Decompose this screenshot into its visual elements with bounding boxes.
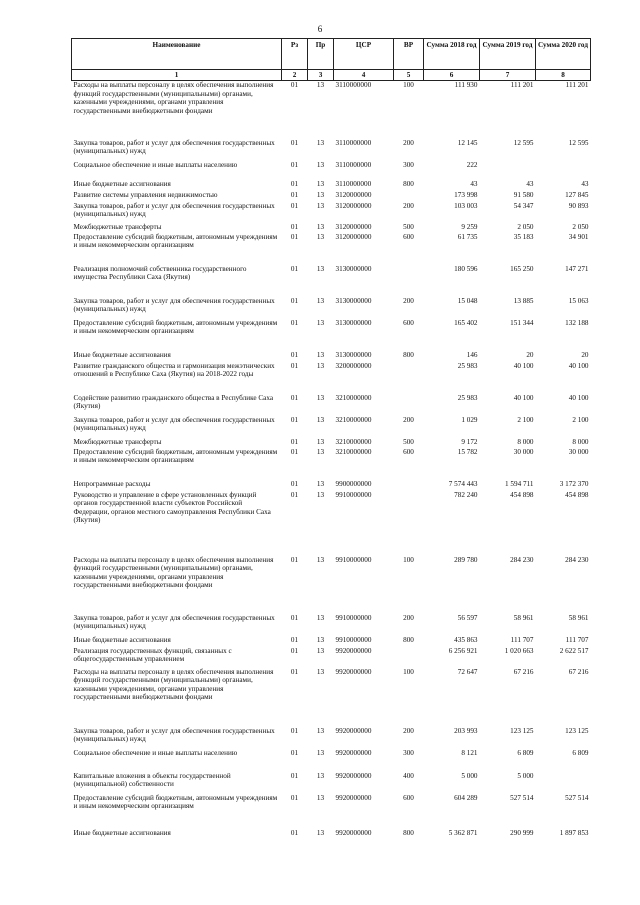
row-rz: 01 bbox=[290, 222, 299, 231]
row-sum-2020: 132 188 bbox=[565, 318, 589, 327]
row-sum-2020: 2 050 bbox=[572, 222, 589, 231]
row-sum-2018: 61 735 bbox=[457, 232, 478, 241]
row-sum-2020 bbox=[536, 772, 591, 794]
table-row bbox=[72, 438, 591, 448]
row-pr: 13 bbox=[316, 828, 325, 837]
row-sum-2019: 111 201 bbox=[510, 81, 534, 90]
table-row bbox=[72, 636, 591, 647]
row-pr: 13 bbox=[316, 793, 325, 802]
row-pr: 13 bbox=[316, 613, 325, 622]
row-rz: 01 bbox=[290, 393, 299, 402]
row-name: Реализация государственных функций, связанных с общегосударственным управлением bbox=[73, 646, 232, 664]
row-rz: 01 bbox=[290, 179, 299, 188]
row-sum-2018: 15 048 bbox=[457, 296, 478, 305]
row-sum-2019: 6 809 bbox=[517, 748, 534, 757]
row-sum-2019: 8 000 bbox=[517, 437, 534, 446]
header-number-row bbox=[72, 70, 591, 81]
row-pr: 13 bbox=[316, 447, 325, 456]
row-sum-2020: 527 514 bbox=[565, 793, 589, 802]
row-vr bbox=[394, 362, 424, 394]
row-name: Непрограммные расходы bbox=[73, 479, 151, 488]
row-name: Руководство и управление в сфере установленных функций органов государственной власти субъектов Российской Федерации, органов местного самоуправления Республики Саха (Якутия) bbox=[73, 490, 271, 525]
row-vr: 200 bbox=[403, 726, 414, 735]
table-row bbox=[72, 180, 591, 191]
row-csr: 3130000000 bbox=[335, 350, 372, 359]
row-sum-2020: 123 125 bbox=[565, 726, 589, 735]
row-csr: 9920000000 bbox=[335, 726, 372, 735]
row-csr: 9920000000 bbox=[335, 771, 372, 780]
row-pr: 13 bbox=[316, 81, 325, 90]
row-pr: 13 bbox=[316, 437, 325, 446]
page-number: 6 bbox=[317, 24, 323, 34]
row-pr: 13 bbox=[316, 222, 325, 231]
row-sum-2018: 165 402 bbox=[454, 318, 478, 327]
row-vr bbox=[394, 191, 424, 202]
row-vr: 800 bbox=[403, 179, 414, 188]
row-sum-2018: 25 983 bbox=[457, 361, 478, 370]
row-rz: 01 bbox=[290, 828, 299, 837]
col-header-pr: Пр bbox=[308, 39, 334, 70]
row-sum-2020: 2 100 bbox=[572, 415, 589, 424]
row-sum-2020: 1 897 853 bbox=[559, 828, 589, 837]
row-name: Закупка товаров, работ и услуг для обеспечения государственных (муниципальных) нужд bbox=[73, 201, 275, 219]
row-csr: 3110000000 bbox=[335, 160, 372, 169]
col-header-sum-2018: Сумма 2018 год bbox=[424, 39, 480, 70]
table-row bbox=[72, 394, 591, 416]
row-sum-2019: 43 bbox=[526, 179, 534, 188]
table-row bbox=[72, 362, 591, 394]
row-sum-2019: 123 125 bbox=[510, 726, 534, 735]
col-number: 6 bbox=[424, 70, 480, 81]
row-csr: 3210000000 bbox=[335, 393, 372, 402]
row-csr: 9920000000 bbox=[335, 828, 372, 837]
row-vr: 100 bbox=[403, 555, 414, 564]
row-name: Социальное обеспечение и иные выплаты населению bbox=[73, 748, 238, 757]
row-vr: 200 bbox=[403, 201, 414, 210]
row-rz: 01 bbox=[290, 437, 299, 446]
row-sum-2020: 15 063 bbox=[568, 296, 589, 305]
row-vr: 200 bbox=[403, 415, 414, 424]
row-name: Закупка товаров, работ и услуг для обеспечения государственных (муниципальных) нужд bbox=[73, 613, 275, 631]
row-rz: 01 bbox=[290, 635, 299, 644]
table-row bbox=[72, 794, 591, 829]
row-pr: 13 bbox=[316, 393, 325, 402]
row-pr: 13 bbox=[316, 190, 325, 199]
row-rz: 01 bbox=[290, 490, 299, 499]
row-csr: 9920000000 bbox=[335, 793, 372, 802]
row-vr: 200 bbox=[403, 296, 414, 305]
row-pr: 13 bbox=[316, 771, 325, 780]
row-csr: 3120000000 bbox=[335, 190, 372, 199]
row-sum-2020: 147 271 bbox=[565, 264, 589, 273]
table-row bbox=[72, 139, 591, 161]
row-name: Предоставление субсидий бюджетным, автономным учреждениям и иным некоммерческим организациям bbox=[73, 318, 278, 336]
row-pr: 13 bbox=[316, 179, 325, 188]
row-pr: 13 bbox=[316, 201, 325, 210]
row-pr: 13 bbox=[316, 748, 325, 757]
row-name: Иные бюджетные ассигнования bbox=[73, 828, 171, 837]
row-csr: 9920000000 bbox=[335, 646, 372, 655]
row-rz: 01 bbox=[290, 232, 299, 241]
row-sum-2019 bbox=[480, 161, 536, 180]
row-csr: 3120000000 bbox=[335, 222, 372, 231]
row-sum-2020: 127 845 bbox=[565, 190, 589, 199]
row-vr: 100 bbox=[403, 81, 414, 90]
col-number: 2 bbox=[282, 70, 308, 81]
row-sum-2018: 203 993 bbox=[454, 726, 478, 735]
row-vr bbox=[394, 480, 424, 491]
row-sum-2020: 90 893 bbox=[568, 201, 589, 210]
row-sum-2019: 20 bbox=[526, 350, 534, 359]
row-name: Развитие гражданского общества и гармонизация межэтнических отношений в Республике Саха (Якутия) на 2018-2022 годы bbox=[73, 361, 275, 379]
col-number: 8 bbox=[536, 70, 591, 81]
table-row bbox=[72, 161, 591, 180]
row-sum-2019: 67 216 bbox=[513, 667, 534, 676]
row-rz: 01 bbox=[290, 479, 299, 488]
row-rz: 01 bbox=[290, 264, 299, 273]
row-sum-2019: 454 898 bbox=[510, 490, 534, 499]
row-sum-2018: 56 597 bbox=[457, 613, 478, 622]
row-vr bbox=[394, 491, 424, 556]
row-sum-2018: 5 000 bbox=[461, 771, 478, 780]
row-vr: 800 bbox=[403, 635, 414, 644]
row-csr: 3210000000 bbox=[335, 415, 372, 424]
row-vr bbox=[394, 647, 424, 668]
row-sum-2018: 72 647 bbox=[457, 667, 478, 676]
table-row bbox=[72, 556, 591, 614]
col-header-name: Наименование bbox=[72, 39, 282, 70]
row-pr: 13 bbox=[316, 160, 325, 169]
row-sum-2018: 146 bbox=[466, 350, 478, 359]
budget-table bbox=[71, 38, 591, 841]
table-row bbox=[72, 81, 591, 139]
row-pr: 13 bbox=[316, 232, 325, 241]
row-name: Предоставление субсидий бюджетным, автономным учреждениям и иным некоммерческим организациям bbox=[73, 793, 278, 811]
row-rz: 01 bbox=[290, 667, 299, 676]
row-sum-2020: 34 901 bbox=[568, 232, 589, 241]
row-rz: 01 bbox=[290, 318, 299, 327]
row-csr: 3130000000 bbox=[335, 296, 372, 305]
row-pr: 13 bbox=[316, 726, 325, 735]
row-rz: 01 bbox=[290, 771, 299, 780]
table-row bbox=[72, 223, 591, 233]
row-sum-2018: 1 029 bbox=[461, 415, 478, 424]
row-csr: 3110000000 bbox=[335, 81, 372, 90]
col-number: 7 bbox=[480, 70, 536, 81]
row-vr: 400 bbox=[403, 771, 414, 780]
row-pr: 13 bbox=[316, 646, 325, 655]
row-sum-2018: 9 259 bbox=[461, 222, 478, 231]
table-row bbox=[72, 319, 591, 351]
row-vr: 600 bbox=[403, 232, 414, 241]
row-sum-2018: 604 289 bbox=[454, 793, 478, 802]
col-number: 5 bbox=[394, 70, 424, 81]
row-vr: 500 bbox=[403, 437, 414, 446]
row-sum-2019: 284 230 bbox=[510, 555, 534, 564]
table-row bbox=[72, 297, 591, 319]
row-sum-2020: 111 201 bbox=[565, 81, 589, 90]
row-csr: 9910000000 bbox=[335, 555, 372, 564]
row-vr: 600 bbox=[403, 447, 414, 456]
row-name: Реализация полномочий собственника государственного имущества Республики Саха (Якутия) bbox=[73, 264, 247, 282]
row-sum-2019: 13 885 bbox=[513, 296, 534, 305]
row-sum-2018: 180 596 bbox=[454, 264, 478, 273]
row-sum-2020: 20 bbox=[581, 350, 589, 359]
table-row bbox=[72, 772, 591, 794]
row-csr: 3130000000 bbox=[335, 264, 372, 273]
row-csr: 9900000000 bbox=[335, 479, 372, 488]
table-row bbox=[72, 448, 591, 480]
row-vr: 800 bbox=[403, 350, 414, 359]
row-csr: 9920000000 bbox=[335, 748, 372, 757]
row-sum-2020 bbox=[536, 161, 591, 180]
row-sum-2020: 43 bbox=[581, 179, 589, 188]
row-pr: 13 bbox=[316, 264, 325, 273]
row-rz: 01 bbox=[290, 350, 299, 359]
row-sum-2019: 12 595 bbox=[513, 138, 534, 147]
row-sum-2019: 91 580 bbox=[513, 190, 534, 199]
row-sum-2018: 9 172 bbox=[461, 437, 478, 446]
row-csr: 9910000000 bbox=[335, 490, 372, 499]
row-pr: 13 bbox=[316, 415, 325, 424]
row-csr: 3120000000 bbox=[335, 232, 372, 241]
table-row bbox=[72, 416, 591, 438]
row-name: Иные бюджетные ассигнования bbox=[73, 635, 171, 644]
row-pr: 13 bbox=[316, 667, 325, 676]
col-number: 3 bbox=[308, 70, 334, 81]
row-sum-2019: 30 000 bbox=[513, 447, 534, 456]
row-csr: 3200000000 bbox=[335, 361, 372, 370]
row-sum-2019: 151 344 bbox=[510, 318, 534, 327]
row-vr: 100 bbox=[403, 667, 414, 676]
row-rz: 01 bbox=[290, 793, 299, 802]
row-sum-2020: 454 898 bbox=[565, 490, 589, 499]
row-sum-2018: 782 240 bbox=[454, 490, 478, 499]
row-pr: 13 bbox=[316, 490, 325, 499]
table-row bbox=[72, 491, 591, 556]
table-row bbox=[72, 727, 591, 749]
row-name: Закупка товаров, работ и услуг для обеспечения государственных (муниципальных) нужд bbox=[73, 138, 275, 156]
row-rz: 01 bbox=[290, 190, 299, 199]
row-pr: 13 bbox=[316, 296, 325, 305]
row-name: Содействие развитию гражданского общества в Республике Саха (Якутия) bbox=[73, 393, 274, 411]
row-sum-2020: 40 100 bbox=[568, 393, 589, 402]
row-name: Иные бюджетные ассигнования bbox=[73, 179, 171, 188]
row-sum-2018: 173 998 bbox=[454, 190, 478, 199]
row-vr: 300 bbox=[403, 160, 414, 169]
row-csr: 9910000000 bbox=[335, 635, 372, 644]
row-sum-2018: 289 780 bbox=[454, 555, 478, 564]
row-sum-2019: 40 100 bbox=[513, 361, 534, 370]
row-sum-2020: 67 216 bbox=[568, 667, 589, 676]
row-vr: 600 bbox=[403, 793, 414, 802]
row-sum-2018: 8 121 bbox=[461, 748, 478, 757]
row-rz: 01 bbox=[290, 201, 299, 210]
row-csr: 3110000000 bbox=[335, 138, 372, 147]
row-sum-2018: 222 bbox=[466, 160, 478, 169]
row-name: Капитальные вложения в объекты государственной (муниципальной) собственности bbox=[73, 771, 231, 789]
row-sum-2020: 58 961 bbox=[568, 613, 589, 622]
row-rz: 01 bbox=[290, 555, 299, 564]
row-rz: 01 bbox=[290, 646, 299, 655]
row-sum-2018: 15 782 bbox=[457, 447, 478, 456]
col-header-rz: Рз bbox=[282, 39, 308, 70]
row-csr: 3210000000 bbox=[335, 447, 372, 456]
row-vr: 200 bbox=[403, 613, 414, 622]
row-sum-2020: 3 172 370 bbox=[559, 479, 589, 488]
row-vr bbox=[394, 265, 424, 297]
col-header-csr: ЦСР bbox=[334, 39, 394, 70]
table-row bbox=[72, 614, 591, 636]
table-row bbox=[72, 351, 591, 362]
row-name: Расходы на выплаты персоналу в целях обеспечения выполнения функций государственными (муниципальными) органами, казенными учреждениями, органами управления государственными внебюджетными фондами bbox=[73, 555, 274, 590]
col-header-sum-2019: Сумма 2019 год bbox=[480, 39, 536, 70]
row-name: Иные бюджетные ассигнования bbox=[73, 350, 171, 359]
row-sum-2020: 8 000 bbox=[572, 437, 589, 446]
row-pr: 13 bbox=[316, 635, 325, 644]
row-name: Закупка товаров, работ и услуг для обеспечения государственных (муниципальных) нужд bbox=[73, 296, 275, 314]
row-name: Межбюджетные трансферты bbox=[73, 222, 162, 231]
row-csr: 9920000000 bbox=[335, 667, 372, 676]
row-sum-2019: 1 594 711 bbox=[505, 479, 534, 488]
row-rz: 01 bbox=[290, 81, 299, 90]
table-row bbox=[72, 647, 591, 668]
row-name: Расходы на выплаты персоналу в целях обеспечения выполнения функций государственными (муниципальными) органами, казенными учреждениями, органами управления государственными внебюджетными фондами bbox=[73, 667, 274, 702]
row-name: Закупка товаров, работ и услуг для обеспечения государственных (муниципальных) нужд bbox=[73, 415, 275, 433]
row-sum-2019: 527 514 bbox=[510, 793, 534, 802]
row-sum-2020: 6 809 bbox=[572, 748, 589, 757]
row-pr: 13 bbox=[316, 138, 325, 147]
row-rz: 01 bbox=[290, 160, 299, 169]
row-sum-2019: 2 050 bbox=[517, 222, 534, 231]
row-rz: 01 bbox=[290, 726, 299, 735]
row-sum-2018: 111 930 bbox=[454, 81, 478, 90]
row-sum-2018: 7 574 443 bbox=[448, 479, 478, 488]
table-row bbox=[72, 233, 591, 265]
row-pr: 13 bbox=[316, 479, 325, 488]
row-sum-2018: 103 003 bbox=[454, 201, 478, 210]
row-csr: 9910000000 bbox=[335, 613, 372, 622]
row-rz: 01 bbox=[290, 415, 299, 424]
row-rz: 01 bbox=[290, 361, 299, 370]
row-rz: 01 bbox=[290, 447, 299, 456]
table-body bbox=[72, 81, 591, 841]
row-csr: 3210000000 bbox=[335, 437, 372, 446]
table-row bbox=[72, 829, 591, 841]
row-vr: 200 bbox=[403, 138, 414, 147]
col-header-vr: ВР bbox=[394, 39, 424, 70]
table-row bbox=[72, 202, 591, 223]
row-sum-2020: 284 230 bbox=[565, 555, 589, 564]
row-sum-2019: 54 347 bbox=[513, 201, 534, 210]
row-sum-2019: 290 999 bbox=[510, 828, 534, 837]
row-vr: 800 bbox=[403, 828, 414, 837]
row-rz: 01 bbox=[290, 613, 299, 622]
row-vr: 300 bbox=[403, 748, 414, 757]
row-sum-2020: 111 707 bbox=[565, 635, 589, 644]
row-sum-2019: 111 707 bbox=[510, 635, 534, 644]
table-row bbox=[72, 668, 591, 727]
row-sum-2020: 2 622 517 bbox=[559, 646, 589, 655]
row-csr: 3110000000 bbox=[335, 179, 372, 188]
row-sum-2019: 35 183 bbox=[513, 232, 534, 241]
row-sum-2018: 435 863 bbox=[454, 635, 478, 644]
row-sum-2018: 12 145 bbox=[457, 138, 478, 147]
row-sum-2020: 12 595 bbox=[568, 138, 589, 147]
row-sum-2018: 5 362 871 bbox=[448, 828, 478, 837]
row-pr: 13 bbox=[316, 555, 325, 564]
row-rz: 01 bbox=[290, 748, 299, 757]
row-pr: 13 bbox=[316, 318, 325, 327]
row-sum-2018: 6 256 921 bbox=[448, 646, 478, 655]
table-row bbox=[72, 265, 591, 297]
row-sum-2019: 165 250 bbox=[510, 264, 534, 273]
row-csr: 3130000000 bbox=[335, 318, 372, 327]
row-name: Межбюджетные трансферты bbox=[73, 437, 162, 446]
row-pr: 13 bbox=[316, 350, 325, 359]
row-sum-2019: 5 000 bbox=[517, 771, 534, 780]
table-row bbox=[72, 191, 591, 202]
col-header-sum-2020: Сумма 2020 год bbox=[536, 39, 591, 70]
row-rz: 01 bbox=[290, 138, 299, 147]
row-sum-2020: 30 000 bbox=[568, 447, 589, 456]
table-row bbox=[72, 480, 591, 491]
row-vr: 600 bbox=[403, 318, 414, 327]
row-sum-2019: 58 961 bbox=[513, 613, 534, 622]
row-vr bbox=[394, 394, 424, 416]
row-sum-2018: 43 bbox=[470, 179, 478, 188]
table-row bbox=[72, 749, 591, 772]
row-sum-2020: 40 100 bbox=[568, 361, 589, 370]
row-name: Расходы на выплаты персоналу в целях обеспечения выполнения функций государственными (муниципальными) органами, казенными учреждениями, органами управления государственными внебюджетными фондами bbox=[73, 81, 274, 115]
row-name: Социальное обеспечение и иные выплаты населению bbox=[73, 160, 238, 169]
col-number: 4 bbox=[334, 70, 394, 81]
row-rz: 01 bbox=[290, 296, 299, 305]
row-vr: 500 bbox=[403, 222, 414, 231]
row-sum-2019: 2 100 bbox=[517, 415, 534, 424]
header-row bbox=[72, 39, 591, 70]
row-sum-2019: 1 020 663 bbox=[504, 646, 534, 655]
row-name: Предоставление субсидий бюджетным, автономным учреждениям и иным некоммерческим организациям bbox=[73, 447, 278, 465]
row-sum-2019: 40 100 bbox=[513, 393, 534, 402]
row-name: Закупка товаров, работ и услуг для обеспечения государственных (муниципальных) нужд bbox=[73, 726, 275, 744]
row-pr: 13 bbox=[316, 361, 325, 370]
row-sum-2018: 25 983 bbox=[457, 393, 478, 402]
col-number: 1 bbox=[72, 70, 282, 81]
row-name: Развитие системы управления недвижимостью bbox=[73, 190, 218, 199]
row-name: Предоставление субсидий бюджетным, автономным учреждениям и иным некоммерческим организациям bbox=[73, 232, 278, 250]
row-csr: 3120000000 bbox=[335, 201, 372, 210]
